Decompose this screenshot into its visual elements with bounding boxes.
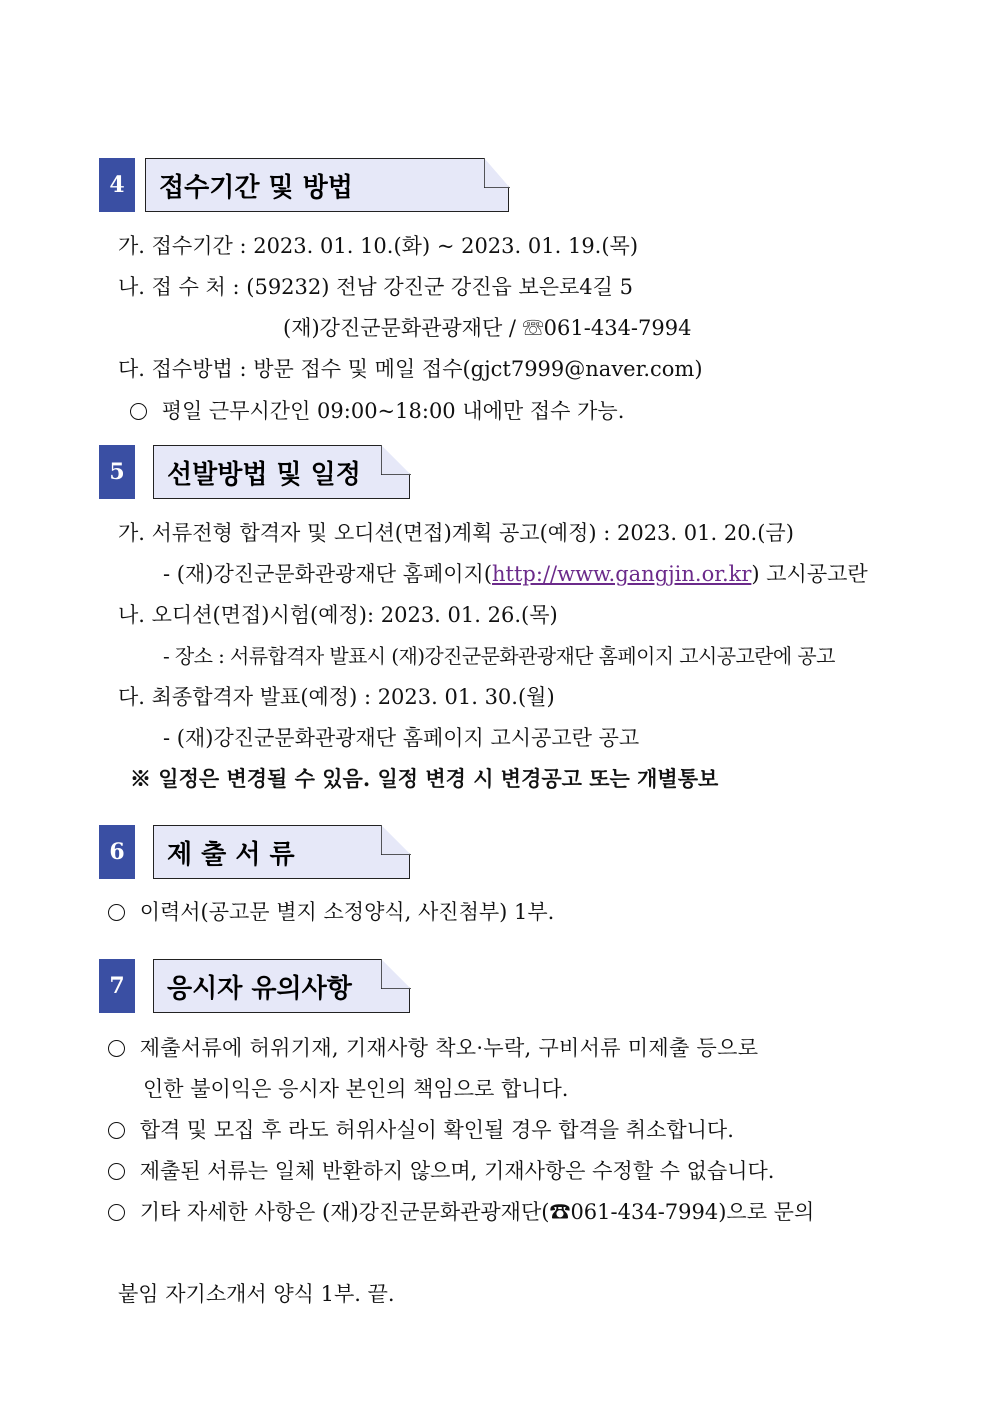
s4-line-place: 나. 접 수 처 : (59232) 전남 강진군 강진읍 보은로4길 5	[118, 275, 633, 299]
section-number: 5	[99, 445, 135, 499]
section-title	[145, 158, 509, 212]
circle-bullet-icon	[108, 904, 125, 921]
s7-no-return-text: 제출된 서류는 일체 반환하지 않으며, 기재사항은 수정할 수 없습니다.	[139, 1159, 775, 1183]
circle-bullet-icon	[108, 1040, 125, 1057]
section-number: 6	[99, 825, 135, 879]
s5-schedule-notice: ※ 일정은 변경될 수 있음. 일정 변경 시 변경공고 또는 개별통보	[130, 766, 719, 791]
s5-line-final-notice: - (재)강진군문화관광재단 홈페이지 고시공고란 공고	[163, 726, 640, 750]
attachment-line: 붙임 자기소개서 양식 1부. 끝.	[118, 1282, 395, 1306]
section-title-text: 응시자 유의사항	[167, 973, 352, 1004]
s7-line-no-return	[108, 1157, 774, 1185]
homepage-link[interactable]: http://www.gangjin.or.kr	[492, 562, 752, 586]
section-title-text: 접수기간 및 방법	[159, 172, 353, 203]
s5-line-final: 다. 최종합격자 발표(예정) : 2023. 01. 30.(월)	[118, 685, 555, 709]
s5-line-venue: - 장소 : 서류합격자 발표시 (재)강진군문화관광재단 홈페이지 고시공고란에 공고	[163, 644, 835, 668]
s4-line-method: 다. 접수방법 : 방문 접수 및 메일 접수(gjct7999@naver.com)	[118, 357, 703, 381]
folded-corner-icon	[381, 825, 411, 855]
s4-line-note	[130, 397, 624, 425]
s6-line-resume	[108, 898, 554, 926]
folded-corner-icon	[381, 959, 411, 989]
s7-contact-text: 기타 자세한 사항은 (재)강진군문화관광재단(☎061-434-7994)으로 문의	[139, 1200, 815, 1224]
s5-line-document-screening: 가. 서류전형 합격자 및 오디션(면접)계획 공고(예정) : 2023. 01. 20.(금)	[118, 521, 794, 545]
section-title	[153, 825, 410, 879]
s7-line-contact	[108, 1198, 814, 1226]
section-number: 7	[99, 959, 135, 1013]
folded-corner-icon	[381, 445, 411, 475]
s5-line-audition: 나. 오디션(면접)시험(예정): 2023. 01. 26.(목)	[118, 603, 558, 627]
s5-line-homepage	[163, 560, 868, 588]
s6-resume-text: 이력서(공고문 별지 소정양식, 사진첨부) 1부.	[139, 900, 555, 924]
folded-corner-icon	[484, 158, 510, 188]
circle-bullet-icon	[130, 403, 147, 420]
circle-bullet-icon	[108, 1163, 125, 1180]
section-title-text: 제 출 서 류	[167, 839, 295, 870]
homepage-prefix: - (재)강진군문화관광재단 홈페이지(	[163, 562, 493, 586]
section-title	[153, 959, 410, 1013]
s4-line-period: 가. 접수기간 : 2023. 01. 10.(화) ~ 2023. 01. 19.(목)	[118, 234, 639, 258]
section-number: 4	[99, 158, 135, 212]
s4-note-text: 평일 근무시간인 09:00~18:00 내에만 접수 가능.	[161, 399, 625, 423]
s7-false-info-text: 제출서류에 허위기재, 기재사항 착오·누락, 구비서류 미제출 등으로	[139, 1036, 759, 1060]
s7-line-false-info	[108, 1034, 758, 1062]
circle-bullet-icon	[108, 1204, 125, 1221]
s7-line-cancel	[108, 1116, 734, 1144]
section-title-text: 선발방법 및 일정	[167, 459, 361, 490]
s7-line-false-info-2: 인한 불이익은 응시자 본인의 책임으로 합니다.	[143, 1077, 569, 1101]
section-title	[153, 445, 410, 499]
s7-cancel-text: 합격 및 모집 후 라도 허위사실이 확인될 경우 합격을 취소합니다.	[139, 1118, 734, 1142]
s4-line-place-2: (재)강진군문화관광재단 / ☏061-434-7994	[283, 316, 692, 340]
circle-bullet-icon	[108, 1122, 125, 1139]
homepage-suffix: ) 고시공고란	[751, 562, 868, 586]
